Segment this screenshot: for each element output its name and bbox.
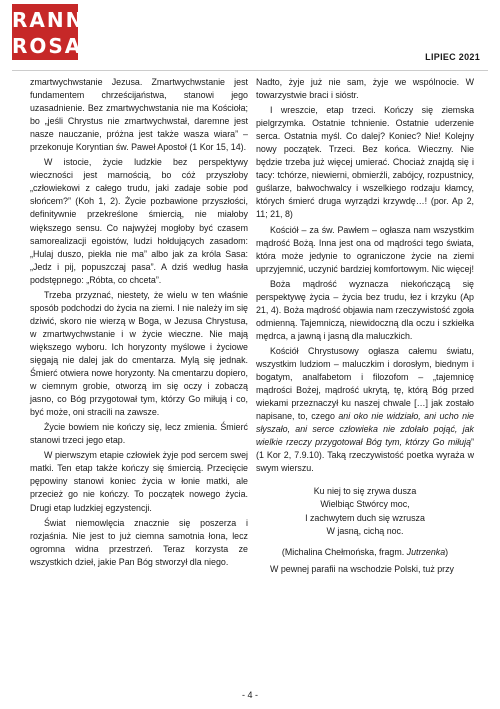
paragraph (256, 345, 474, 475)
paragraph: zmartwychwstanie Jezusa. Zmartwychwstanie jest fundamentem chrześcijaństwa, stanowi jego uzasadnienie. Bez zmartwychwstania nie ma Kościoła; bo „jeśli Chrystus nie zmartwychwstał, daremne jest nasze nauczanie, próżna jest także wasza wiara” – przekonuje Koryntian św. Paweł Apostoł (1 Kor 15, 14). (30, 77, 248, 153)
header-rule (12, 70, 488, 71)
logo-line-1: RANNA (12, 8, 102, 32)
paragraph: Trzeba przyznać, niestety, że wielu w ten właśnie sposób podchodzi do życia na ziemi. I nie należy im się dziwić, skoro nie wierzą w Boga, w Jezusa Chrystusa, w zmartwychwstanie i w życie wieczne. Nie mają większego wyboru. Ich horyzonty myślowe i życiowe sięgają nie dalej jak do cmentarza. Mylą się jednak. Śmierć otwiera nowe horyzonty. Na cmentarzu dopiero, w ciemnym grobie, otworzą im się oczy i zobaczą jasno, co Bóg przygotował tym, którzy Go miłują i co, być może, oni stracili na zawsze. (30, 289, 248, 418)
poem-attribution (256, 546, 474, 559)
poem-line: Wielbiąc Stwórcy moc, (320, 499, 410, 510)
issue-date: LIPIEC 2021 (425, 52, 480, 62)
paragraph-text: ” (1 Kor 2, 7.9.10). Taką rzeczywistość poetka wyraża w swym wierszu. (256, 437, 474, 474)
paragraph: W istocie, życie ludzkie bez perspektywy wieczności jest marnością, bo cóż przyszłoby „człowiekowi z całego trudu, jaki zadaje sobie pod słońcem?” (Koh 1, 2). Życie pozbawione przyszłości, definitywnie przekreślone śmiercią, nie miałoby większego sensu. Co najwyżej mogłoby być czasem samorealizacji egoistów, ludzi hołdujących zasadom: „Hulaj duszo, piekła nie ma” albo jak za króla Sasa: „Jedz i pij, popuszczaj pasa”. A dziś według hasła podstępnego: „Róbta, co chceta”. (30, 157, 248, 285)
page-number: - 4 - (241, 690, 258, 700)
poem-line: W jasną, cichą noc. (326, 525, 404, 536)
poem-line: Ku niej to się zrywa dusza (313, 486, 417, 497)
poem-title: Jutrzenka (406, 546, 446, 557)
right-column (256, 76, 474, 578)
poem-line: I zachwytem duch się wzrusza (305, 512, 425, 523)
paragraph: W pewnej parafii na wschodzie Polski, tuż przy (270, 563, 454, 574)
attribution-text: ) (445, 546, 449, 557)
paragraph: W pierwszym etapie człowiek żyje pod sercem swej matki. Ten etap także kończy się śmiercią. Przecięcie pępowiny stanowi koniec życia w łonie matki, ale przecież go nie kończy. To początek nowego życia. Drugi etap ludzkiej egzystencji. (30, 450, 248, 513)
poem (256, 485, 474, 558)
magazine-logo (12, 4, 102, 60)
paragraph-text: Kościół Chrystusowy ogłasza całemu światu, wszystkim ludziom – maluczkim i dorosłym, biednym i bogatym, analfabetom i filozofom – „tajemnicę mądrości Bożej, mądrość ukrytą, tę, którą Bóg przed wiekami przeznaczył ku naszej chwale […] jak zostało napisane, to, czego (256, 345, 474, 422)
paragraph: Nadto, żyje już nie sam, żyje we wspólnocie. W towarzystwie braci i sióstr. (256, 77, 474, 101)
paragraph: Boża mądrość wyznacza niekończącą się perspektywę życia – życia bez trudu, łez i krzyku (Ap 21, 4). Boża mądrość objawia nam rzeczywistość zgoła odmienną. Tajemniczą, niewidoczną dla oczu i szkiełka mędrca, a jawną i jasną dla maluczkich. (256, 278, 474, 341)
paragraph: I wreszcie, etap trzeci. Kończy się ziemska pielgrzymka. Ostatnie tchnienie. Ostatnie uderzenie serca. Ostatnia myśl. Co dalej? Koniec? Nie! Kolejny nowy początek. Trzeci. Bez końca. Wieczny. Nie będzie trzeba już więcej umierać. Chociaż znajdą się i tacy: tchórze, niewierni, obmierźli, zabójcy, rozpustnicy, guślarze, bałwochwalcy i wszelkiego rodzaju kłamcy, których śmierć druga wyrządzi krzywdę…! (por. Ap 2, 11; 21, 8) (256, 105, 474, 220)
logo-line-2: ROSA (12, 34, 83, 58)
paragraph: Świat niemowlęcia znacznie się poszerza i rozjaśnia. Nie jest to już ciemna samotnia łona, lecz ogromna widna przestrzeń. Teraz korzysta ze wszystkich dzieł, jakie Pan Bóg stworzył dla niego. (30, 517, 248, 567)
paragraph: Kościół – za św. Pawłem – ogłasza nam wszystkim mądrość Bożą. Inna jest ona od mądrości tego świata, która może jedynie to ograniczone życie na ziemi uprzyjemnić, uczynić bardziej komfortowym. Nic więcej! (256, 224, 474, 274)
left-column (30, 76, 248, 571)
attribution-text: (Michalina Chełmońska, fragm. (281, 546, 407, 557)
quote-italic: ani oko nie widziało, ani ucho nie słyszało, ani serce człowieka nie zdołało pojąć, jak wielkie rzeczy przygotował Bóg tym, którzy Go miłują (256, 411, 474, 448)
paragraph: Życie bowiem nie kończy się, lecz zmienia. Śmierć stanowi trzeci jego etap. (30, 422, 248, 446)
